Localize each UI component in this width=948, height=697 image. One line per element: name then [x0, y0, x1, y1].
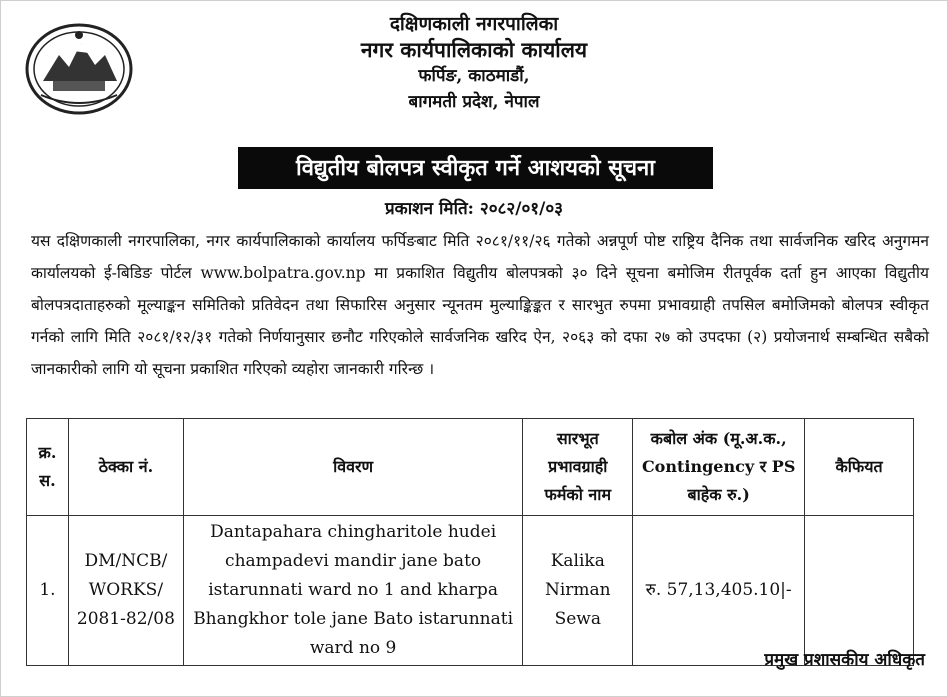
column-header-sn: क्र. स. [27, 419, 69, 516]
signatory-title: प्रमुख प्रशासकीय अधिकृत [764, 650, 925, 670]
government-emblem-icon [23, 21, 135, 117]
address-line-2: बागमती प्रदेश, नेपाल [408, 92, 540, 112]
office-name: नगर कार्यपालिकाको कार्यालय [360, 37, 588, 62]
address-line-1: फर्पिङ, काठमाडौं, [418, 66, 530, 86]
municipality-name: दक्षिणकाली नगरपालिका [389, 13, 559, 35]
table-row [27, 516, 914, 666]
award-table [26, 418, 914, 666]
office-header [141, 11, 807, 115]
notice-title: विद्युतीय बोलपत्र स्वीकृत गर्ने आशयको सूचना [238, 147, 713, 189]
cell-sn: 1. [27, 516, 69, 666]
notice-body: यस दक्षिणकाली नगरपालिका, नगर कार्यपालिकाको कार्यालय फर्पिङबाट मिति २०८१/११/२६ गतेको अन्नपूर्ण पोष्ट राष्ट्रिय दैनिक तथा सार्वजनिक खरिद अनुगमन कार्यालयको ई-बिडिङ पोर्टल www.bolpatra.gov.np मा प्रकाशित विद्युतीय बोलपत्रको ३० दिने सूचना बमोजिम रीतपूर्वक दर्ता हुन आएका विद्युतीय बोलपत्रदाताहरुको मूल्याङ्कन समितिको प्रतिवेदन तथा सिफारिस अनुसार न्यूनतम मुल्याङ्किङ्कत र सारभुत रुपमा प्रभावग्राही तपसिल बमोजिमको बोलपत्र स्वीकृत गर्नको लागि मिति २०८१/१२/३१ गतेको निर्णयानुसार छनौट गरिएकोले सार्वजनिक खरिद ऐन, २०६३ को दफा २७ को उपदफा (२) प्रयोजनार्थ सम्बन्धित सबैको जानकारीको लागि यो सूचना प्रकाशित गरिएको व्यहोरा जानकारी गरिन्छ । [31, 232, 929, 378]
cell-description: Dantapahara chingharitole hudei champadevi mandir jane bato istarunnati ward no 1 and kharpa Bhangkhor tole jane Bato istarunnati ward no 9 [183, 516, 522, 666]
table-header-row [27, 419, 914, 516]
cell-firm: Kalika Nirman Sewa [523, 516, 633, 666]
column-header-amount: कबोल अंक (मू.अ.क., Contingency र PS बाहेक रु.) [633, 419, 805, 516]
column-header-firm: सारभूत प्रभावग्राही फर्मको नाम [523, 419, 633, 516]
publication-date: प्रकाशन मिति: २०८२/०१/०३ [384, 199, 564, 219]
column-header-remarks: कैफियत [805, 419, 914, 516]
cell-amount: रु. 57,13,405.10|- [633, 516, 805, 666]
column-header-contract-no: ठेक्का नं. [68, 419, 183, 516]
column-header-description: विवरण [183, 419, 522, 516]
cell-remarks [805, 516, 914, 666]
cell-contract-no: DM/NCB/ WORKS/ 2081-82/08 [68, 516, 183, 666]
